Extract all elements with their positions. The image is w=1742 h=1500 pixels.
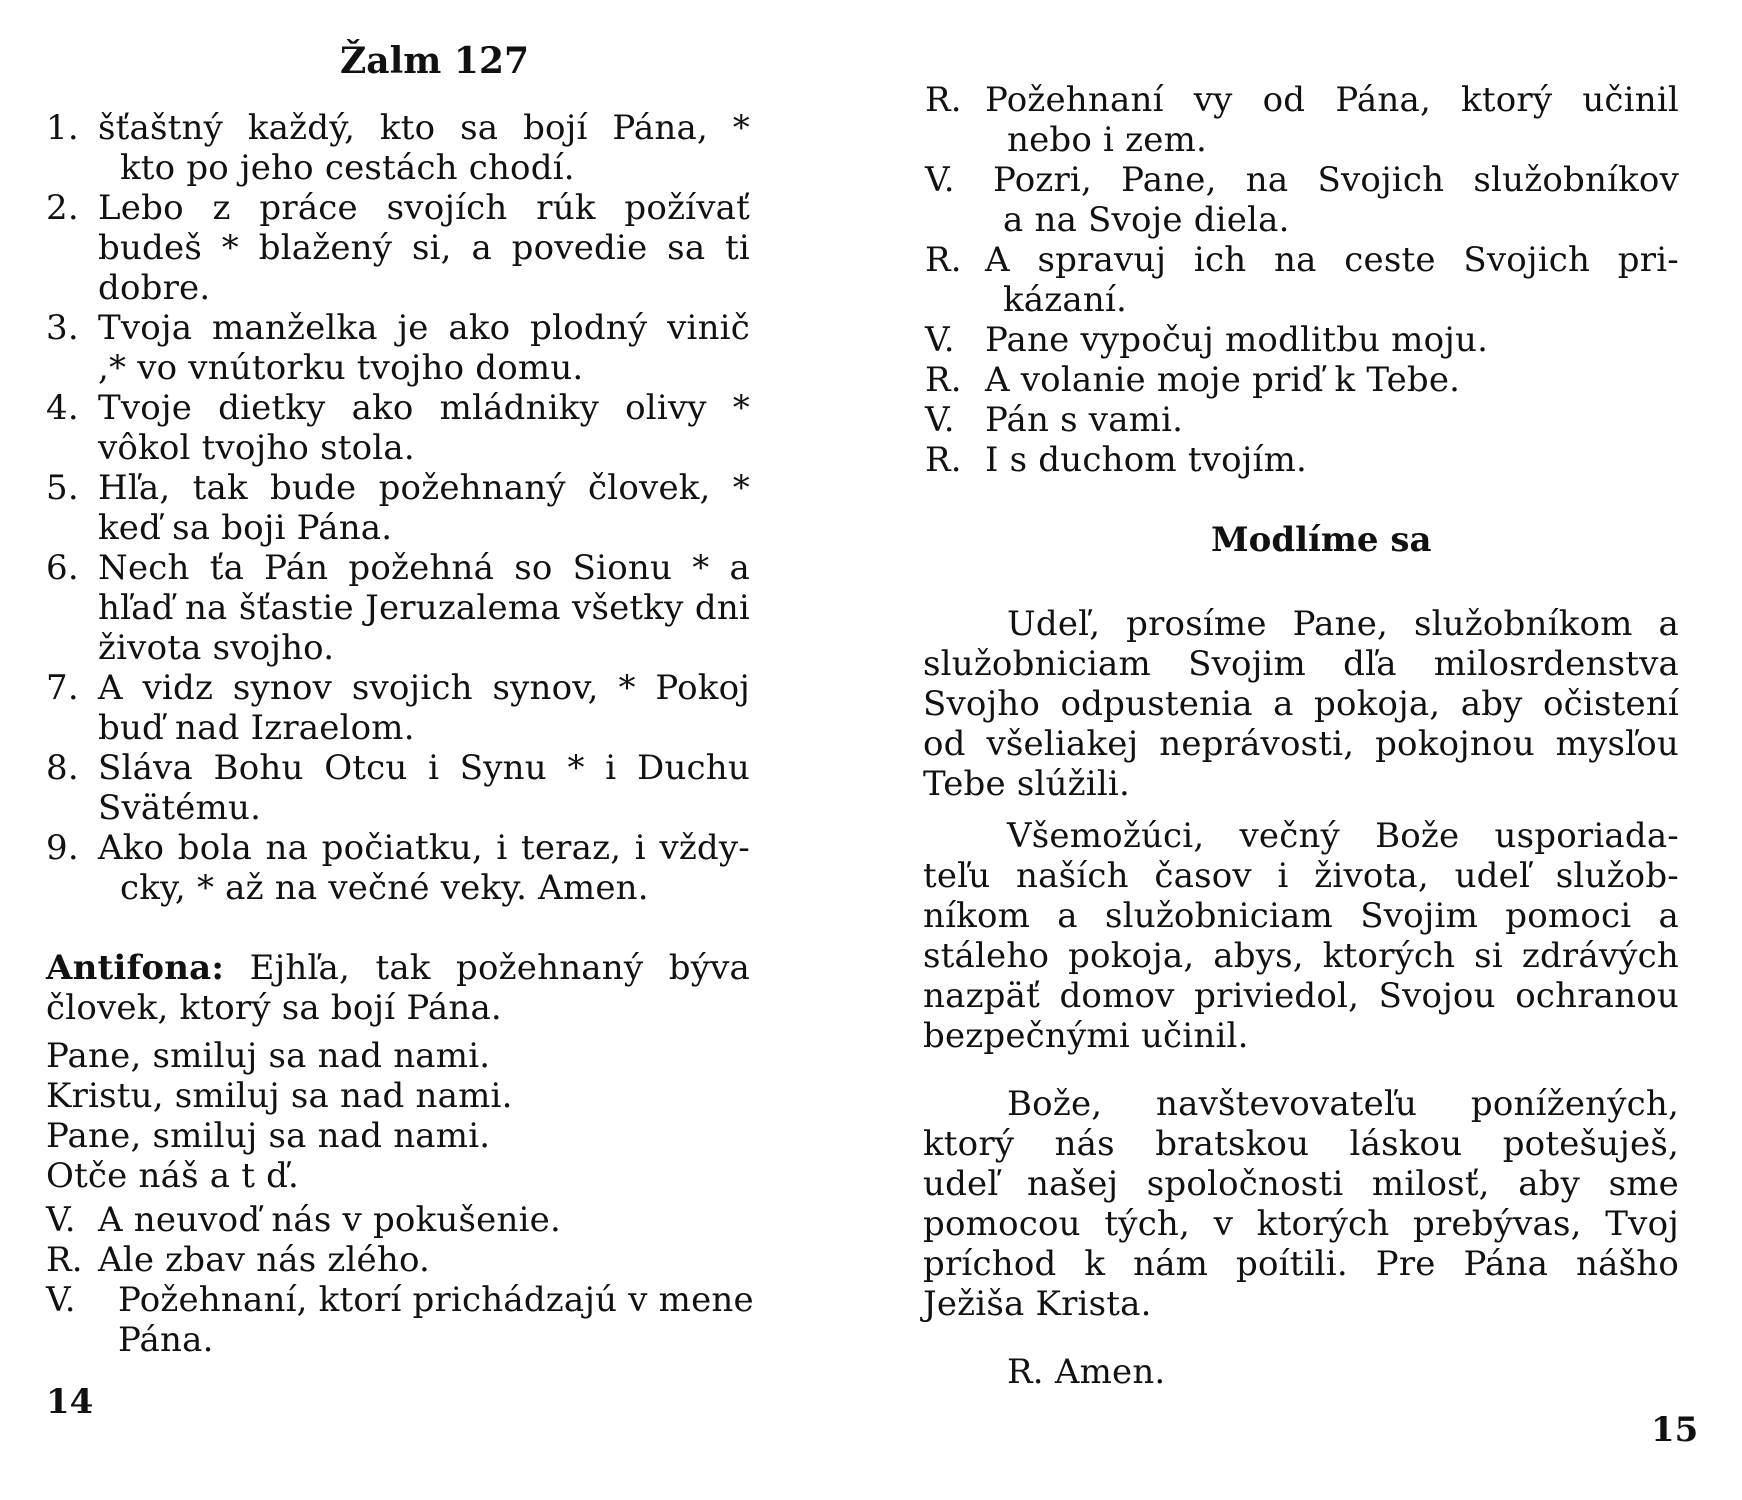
versicle-mark: V. (925, 160, 955, 200)
versicle-line: nebo i zem. (1007, 120, 1208, 160)
prayer-line: nazpäť domov priviedol, Svojou ochranou (923, 976, 1679, 1016)
prayer-line: níkom a služobniciam Svojim pomoci a (923, 896, 1679, 936)
verse-number: 7. (46, 668, 79, 708)
prayer-line: pomocou tých, v ktorých prebývas, Tvoj (923, 1204, 1679, 1244)
verse-line: šťaštný každý, kto sa bojí Pána, * (98, 108, 750, 148)
versicle (925, 240, 1679, 320)
verse-line: Hľa, tak bude požehnaný človek, * (98, 468, 750, 508)
versicle (925, 400, 1679, 440)
versicle-line: Pána. (118, 1320, 214, 1360)
psalm-item (46, 548, 750, 668)
verse-number: 6. (46, 548, 79, 588)
versicles-left (46, 1200, 754, 1360)
verse-line: Svätému. (98, 788, 262, 828)
verse-number: 5. (46, 468, 79, 508)
prayer-line: Ježiša Krista. (923, 1284, 1152, 1324)
verse-line: Ako bola na počiatku, i teraz, i vždy- (98, 828, 750, 868)
verse-line: hľaď na šťastie Jeruzalema všetky dni (98, 588, 750, 628)
verse-number: 3. (46, 308, 79, 348)
antiphon (46, 948, 750, 1028)
verse-line: cky, * až na večné veky. Amen. (120, 868, 649, 908)
psalm-item (46, 108, 750, 188)
versicle-mark: V. (925, 400, 955, 440)
amen-response: R. Amen. (1007, 1352, 1166, 1392)
verse-line: A vidz synov svojich synov, * Pokoj (98, 668, 750, 708)
verse-line: budeš * blažený si, a povedie sa ti (98, 228, 750, 268)
versicle-mark: R. (46, 1240, 83, 1280)
psalm-item (46, 828, 750, 908)
verse-line: Tvoja manželka je ako plodný vinič (98, 308, 750, 348)
versicles-right (925, 80, 1679, 480)
page-number: 15 (1651, 1410, 1699, 1450)
antiphon-label: Antifona: (46, 948, 225, 988)
psalm-item (46, 308, 750, 388)
versicle-line: Požehnaní, ktorí prichádzajú v mene (118, 1280, 754, 1320)
prayer-line: Svojho odpustenia a pokoja, aby očistení (923, 684, 1679, 724)
verse-line: Tvoje dietky ako mládniky olivy * (98, 388, 750, 428)
right-page (871, 0, 1742, 1500)
verse-line: Sláva Bohu Otcu i Synu * i Duchu (98, 748, 750, 788)
verse-number: 9. (46, 828, 79, 868)
prayer-line: teľu naších časov i života, udeľ služob- (923, 856, 1679, 896)
psalm-item (46, 748, 750, 828)
versicle-line: Pozri, Pane, na Svojich služobníkov (993, 160, 1679, 200)
versicle-line: Pane vypočuj modlitbu moju. (985, 320, 1489, 360)
prayer-paragraph (923, 604, 1679, 804)
versicle (46, 1280, 754, 1360)
verse-number: 2. (46, 188, 79, 228)
versicle (925, 80, 1679, 160)
psalm-title: Žalm 127 (340, 40, 530, 82)
prayer-paragraph (923, 816, 1679, 1056)
verse-line: vôkol tvojho stola. (98, 428, 415, 468)
prayer-line: Udeľ, prosíme Pane, služobníkom a (1007, 604, 1679, 644)
verse-number: 4. (46, 388, 79, 428)
psalm-item (46, 468, 750, 548)
verse-line: ,* vo vnútorku tvojho domu. (98, 348, 584, 388)
prayer-line: Bože, navštevovateľu ponížených, (1007, 1084, 1679, 1124)
verse-number: 1. (46, 108, 79, 148)
prayer-line: ktorý nás bratskou láskou potešuješ, (923, 1124, 1679, 1164)
litany-line: Pane, smiluj sa nad nami. (46, 1036, 491, 1076)
versicle-mark: V. (925, 320, 955, 360)
prayer-line: stáleho pokoja, abys, ktorých si zdrávých (923, 936, 1679, 976)
prayer-line: Tebe slúžili. (923, 764, 1131, 804)
versicle-line: Pán s vami. (985, 400, 1184, 440)
antiphon-text: človek, ktorý sa bojí Pána. (46, 988, 502, 1028)
versicle-line: Požehnaní vy od Pána, ktorý učinil (985, 80, 1679, 120)
versicle-line: A neuvoď nás v pokušenie. (98, 1200, 561, 1240)
versicle (925, 160, 1679, 240)
verse-line: života svojho. (98, 628, 335, 668)
versicle-mark: V. (46, 1200, 76, 1240)
versicle-line: a na Svoje diela. (1003, 200, 1290, 240)
verse-line: Nech ťa Pán požehná so Sionu * a (98, 548, 750, 588)
verse-line: dobre. (98, 268, 211, 308)
versicle (925, 360, 1679, 400)
versicle (46, 1240, 750, 1280)
psalm-item (46, 668, 750, 748)
psalm-item (46, 388, 750, 468)
prayer-line: od všeliakej neprávosti, pokojnou mysľou (923, 724, 1679, 764)
versicle (925, 440, 1679, 480)
litany-line: Kristu, smiluj sa nad nami. (46, 1076, 513, 1116)
psalm-item (46, 188, 750, 308)
verse-line: buď nad Izraelom. (98, 708, 415, 748)
prayer-paragraph (923, 1084, 1679, 1324)
litany (46, 1036, 750, 1196)
verse-line: keď sa boji Pána. (98, 508, 393, 548)
litany-line: Pane, smiluj sa nad nami. (46, 1116, 491, 1156)
versicle-line: A volanie moje priď k Tebe. (985, 360, 1461, 400)
versicle-mark: R. (925, 440, 962, 480)
prayer-line: bezpečnými učinil. (923, 1016, 1249, 1056)
versicle (925, 320, 1679, 360)
litany-line: Otče náš a t ď. (46, 1156, 300, 1196)
prayer-line: Všemožúci, večný Bože usporiada- (1007, 816, 1679, 856)
versicle-mark: R. (925, 360, 962, 400)
versicle-line: I s duchom tvojím. (985, 440, 1308, 480)
antiphon-text: Ejhľa, tak požehnaný býva (249, 948, 750, 988)
versicle-mark: R. (925, 240, 962, 280)
versicle-line: kázaní. (1003, 280, 1128, 320)
versicle-mark: V. (46, 1280, 76, 1320)
versicle-line: Ale zbav nás zlého. (98, 1240, 431, 1280)
versicle-mark: R. (925, 80, 962, 120)
verse-number: 8. (46, 748, 79, 788)
prayer-heading: Modlíme sa (1211, 520, 1432, 560)
verse-line: kto po jeho cestách chodí. (120, 148, 575, 188)
page-number: 14 (46, 1382, 94, 1422)
prayer-line: služobniciam Svojim dľa milosrdenstva (923, 644, 1679, 684)
psalm-verses (46, 108, 750, 908)
prayer-line: príchod k nám poítili. Pre Pána nášho (923, 1244, 1679, 1284)
versicle-line: A spravuj ich na ceste Svojich pri- (985, 240, 1679, 280)
versicle (46, 1200, 750, 1240)
prayer-line: udeľ našej spoločnosti milosť, aby sme (923, 1164, 1679, 1204)
verse-line: Lebo z práce svojích rúk požívať (98, 188, 750, 228)
